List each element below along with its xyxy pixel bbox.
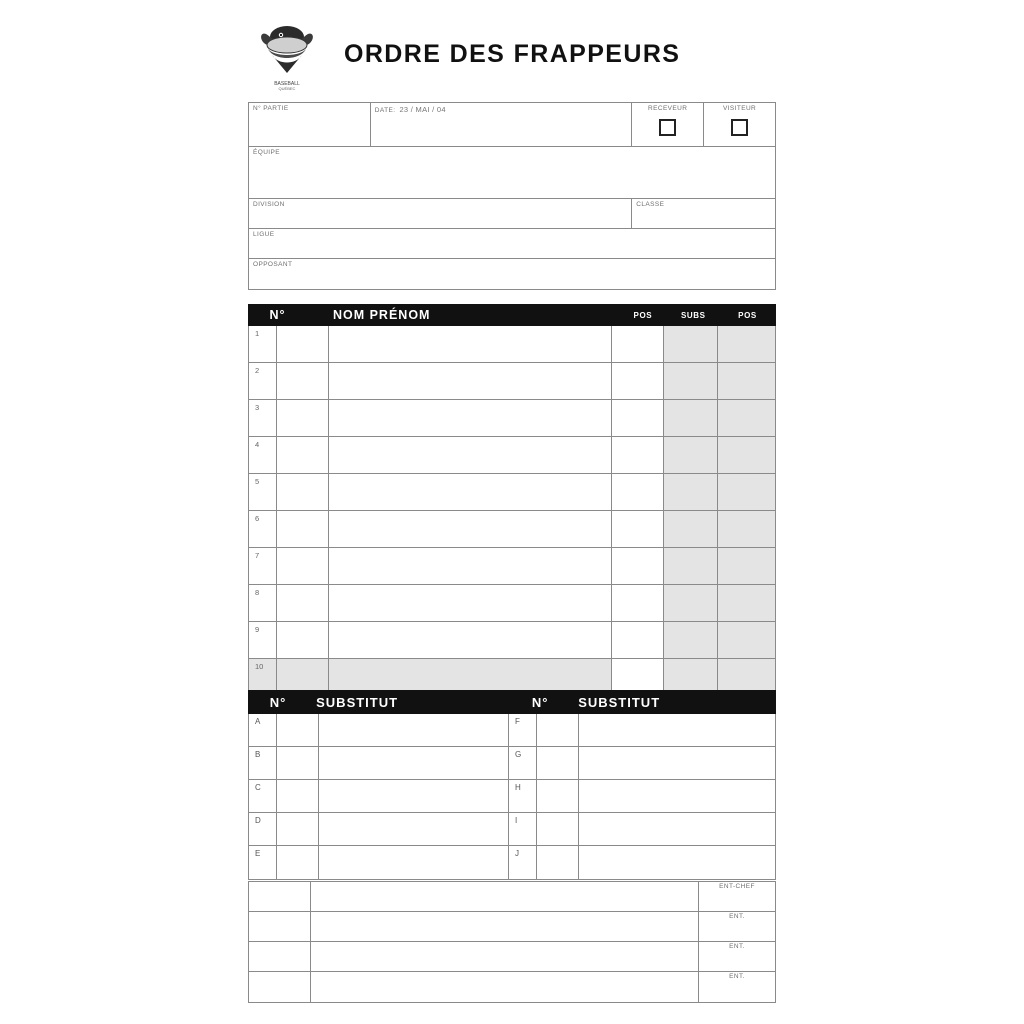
cell-player-number[interactable] — [277, 622, 329, 658]
cell-substitute[interactable] — [664, 326, 718, 362]
form-row-division-classe — [249, 199, 775, 229]
table-row — [249, 326, 775, 363]
table-row — [249, 622, 775, 659]
cell-position[interactable] — [612, 474, 664, 510]
form-row-equipe — [249, 147, 775, 199]
field-receveur[interactable] — [632, 103, 704, 146]
field-date-label: DATE: — [374, 107, 396, 114]
cell-player-number[interactable] — [277, 511, 329, 547]
field-division[interactable] — [249, 199, 632, 228]
cell-substitute[interactable] — [664, 622, 718, 658]
table-row — [249, 400, 775, 437]
field-date-value: 23 / MAI / 04 — [399, 105, 446, 114]
row-letter-right: H — [509, 780, 537, 812]
row-letter-left: E — [249, 846, 277, 879]
cell-position[interactable] — [612, 585, 664, 621]
cell-player-name[interactable] — [329, 585, 612, 621]
cell-sub-number-left[interactable] — [277, 846, 319, 879]
cell-substitute[interactable] — [664, 474, 718, 510]
cell-substitute[interactable] — [664, 437, 718, 473]
row-index: 7 — [249, 548, 277, 584]
cell-position[interactable] — [612, 326, 664, 362]
batting-order-table — [248, 304, 776, 697]
cell-player-name[interactable] — [329, 511, 612, 547]
column-header-pos: POS — [633, 310, 653, 320]
row-letter-left: C — [249, 780, 277, 812]
signatures-table — [248, 881, 776, 1003]
table-row — [249, 912, 775, 942]
row-letter-right: F — [509, 714, 537, 746]
coach-role-label: ENT-CHEF — [719, 883, 755, 890]
cell-position-2[interactable] — [718, 326, 775, 362]
table-row — [249, 747, 775, 780]
cell-position-2[interactable] — [718, 548, 775, 584]
cell-sub-name-right[interactable] — [579, 813, 775, 845]
cell-player-number[interactable] — [277, 326, 329, 362]
cell-coach-number[interactable] — [249, 972, 311, 1002]
substitutes-table — [248, 690, 776, 880]
cell-player-number[interactable] — [277, 474, 329, 510]
table-row — [249, 780, 775, 813]
cell-player-number[interactable] — [277, 585, 329, 621]
cell-player-number[interactable] — [277, 437, 329, 473]
cell-position[interactable] — [612, 437, 664, 473]
row-letter-left: B — [249, 747, 277, 779]
coach-role-label: ENT. — [729, 913, 745, 920]
row-index: 10 — [249, 659, 277, 696]
cell-player-number[interactable] — [277, 400, 329, 436]
table-row — [249, 585, 775, 622]
cell-coach-name[interactable] — [311, 972, 699, 1002]
field-classe-label: CLASSE — [636, 201, 665, 208]
row-letter-right: J — [509, 846, 537, 879]
cell-sub-number-left[interactable] — [277, 747, 319, 779]
checkbox-receveur[interactable] — [659, 119, 676, 136]
field-visiteur-label: VISITEUR — [722, 105, 757, 112]
cell-sub-number-right[interactable] — [537, 780, 579, 812]
cell-position-2[interactable] — [718, 474, 775, 510]
row-index: 3 — [249, 400, 277, 436]
coach-role-label: ENT. — [729, 943, 745, 950]
cell-sub-name-left[interactable] — [319, 747, 509, 779]
field-receveur-label: RECEVEUR — [648, 105, 688, 112]
cell-sub-number-right[interactable] — [537, 714, 579, 746]
document-header — [248, 10, 776, 98]
cell-position[interactable] — [612, 363, 664, 399]
cell-sub-number-left[interactable] — [277, 780, 319, 812]
cell-coach-role — [699, 882, 775, 911]
field-equipe[interactable] — [249, 147, 775, 198]
svg-text:BASEBALL: BASEBALL — [274, 81, 300, 87]
cell-substitute[interactable] — [664, 548, 718, 584]
cell-coach-name[interactable] — [311, 882, 699, 911]
column-header-pos-2: POS — [738, 310, 757, 320]
cell-player-name[interactable] — [329, 400, 612, 436]
table-row — [249, 363, 775, 400]
cell-coach-number[interactable] — [249, 912, 311, 941]
cell-position-2[interactable] — [718, 400, 775, 436]
cell-substitute[interactable] — [664, 363, 718, 399]
row-index: 2 — [249, 363, 277, 399]
table-row — [249, 882, 775, 912]
column-header-sub-left: SUBSTITUT — [316, 694, 399, 710]
cell-sub-number-left[interactable] — [277, 714, 319, 746]
row-index: 4 — [249, 437, 277, 473]
row-index: 8 — [249, 585, 277, 621]
cell-coach-name[interactable] — [311, 942, 699, 971]
field-visiteur[interactable] — [704, 103, 775, 146]
table-row — [249, 511, 775, 548]
table-row — [249, 972, 775, 1002]
field-opposant[interactable] — [249, 259, 775, 289]
column-header-sub-number-left: N° — [269, 694, 287, 710]
substitutes-header — [248, 690, 776, 714]
form-row-partie-date — [249, 103, 775, 147]
cell-sub-name-right[interactable] — [579, 747, 775, 779]
table-row — [249, 813, 775, 846]
cell-coach-role — [699, 912, 775, 941]
cell-sub-number-right[interactable] — [537, 846, 579, 879]
cell-sub-name-right[interactable] — [579, 714, 775, 746]
cell-sub-name-right[interactable] — [579, 846, 775, 879]
cell-position-2[interactable] — [718, 511, 775, 547]
row-letter-right: G — [509, 747, 537, 779]
column-header-name: NOM PRÉNOM — [332, 308, 431, 322]
cell-coach-role — [699, 972, 775, 1002]
cell-sub-name-left[interactable] — [319, 780, 509, 812]
cell-player-name[interactable] — [329, 363, 612, 399]
cell-position[interactable] — [612, 511, 664, 547]
cell-position[interactable] — [612, 622, 664, 658]
cell-sub-number-right[interactable] — [537, 747, 579, 779]
batting-order-header — [248, 304, 776, 326]
cell-player-name[interactable] — [329, 622, 612, 658]
cell-coach-number[interactable] — [249, 942, 311, 971]
substitutes-body — [248, 714, 776, 880]
field-division-label: DIVISION — [253, 201, 285, 208]
checkbox-visiteur[interactable] — [731, 119, 748, 136]
column-header-sub-right: SUBSTITUT — [578, 694, 661, 710]
cell-sub-name-left[interactable] — [319, 714, 509, 746]
table-row — [249, 942, 775, 972]
form-row-opposant — [249, 259, 775, 289]
cell-sub-name-right[interactable] — [579, 780, 775, 812]
row-letter-right: I — [509, 813, 537, 845]
svg-text:QUÉBEC: QUÉBEC — [278, 86, 296, 91]
row-index: 6 — [249, 511, 277, 547]
row-index: 1 — [249, 326, 277, 362]
row-letter-left: D — [249, 813, 277, 845]
batting-order-body — [248, 326, 776, 697]
cell-position-2[interactable] — [718, 437, 775, 473]
table-row — [249, 714, 775, 747]
cell-sub-number-right[interactable] — [537, 813, 579, 845]
field-classe[interactable] — [632, 199, 775, 228]
cell-substitute[interactable] — [664, 585, 718, 621]
cell-position[interactable] — [612, 400, 664, 436]
page-title: ORDRE DES FRAPPEURS — [344, 39, 681, 68]
cell-position[interactable] — [612, 548, 664, 584]
column-header-subs: SUBS — [680, 310, 706, 320]
field-partie[interactable] — [249, 103, 371, 146]
field-date[interactable] — [371, 103, 632, 146]
cell-sub-number-left[interactable] — [277, 813, 319, 845]
field-partie-label: N° PARTIE — [253, 105, 289, 112]
table-row — [249, 846, 775, 879]
field-ligue[interactable] — [249, 229, 775, 258]
cell-player-name[interactable] — [329, 326, 612, 362]
cell-sub-name-left[interactable] — [319, 846, 509, 879]
cell-coach-number[interactable] — [249, 882, 311, 911]
table-row — [249, 437, 775, 474]
cell-player-name[interactable] — [329, 548, 612, 584]
field-opposant-label: OPPOSANT — [253, 261, 293, 268]
cell-player-name[interactable] — [329, 474, 612, 510]
field-equipe-label: ÉQUIPE — [253, 149, 280, 156]
field-ligue-label: LIGUE — [253, 231, 275, 238]
cell-substitute[interactable] — [664, 400, 718, 436]
cell-coach-name[interactable] — [311, 912, 699, 941]
form-row-ligue — [249, 229, 775, 259]
game-info-form — [248, 102, 776, 290]
table-row — [249, 474, 775, 511]
cell-position-2[interactable] — [718, 363, 775, 399]
cell-sub-name-left[interactable] — [319, 813, 509, 845]
cell-position-2[interactable] — [718, 585, 775, 621]
cell-substitute[interactable] — [664, 511, 718, 547]
coach-role-label: ENT. — [729, 973, 745, 980]
row-letter-left: A — [249, 714, 277, 746]
column-header-number: N° — [269, 308, 286, 322]
cell-player-number[interactable] — [277, 363, 329, 399]
eagle-logo — [248, 15, 326, 93]
table-row — [249, 548, 775, 585]
cell-player-name[interactable] — [329, 437, 612, 473]
cell-coach-role — [699, 942, 775, 971]
row-index: 9 — [249, 622, 277, 658]
cell-player-number[interactable] — [277, 548, 329, 584]
cell-position-2[interactable] — [718, 622, 775, 658]
column-header-sub-number-right: N° — [531, 694, 549, 710]
signatures-body — [248, 881, 776, 1003]
row-index: 5 — [249, 474, 277, 510]
